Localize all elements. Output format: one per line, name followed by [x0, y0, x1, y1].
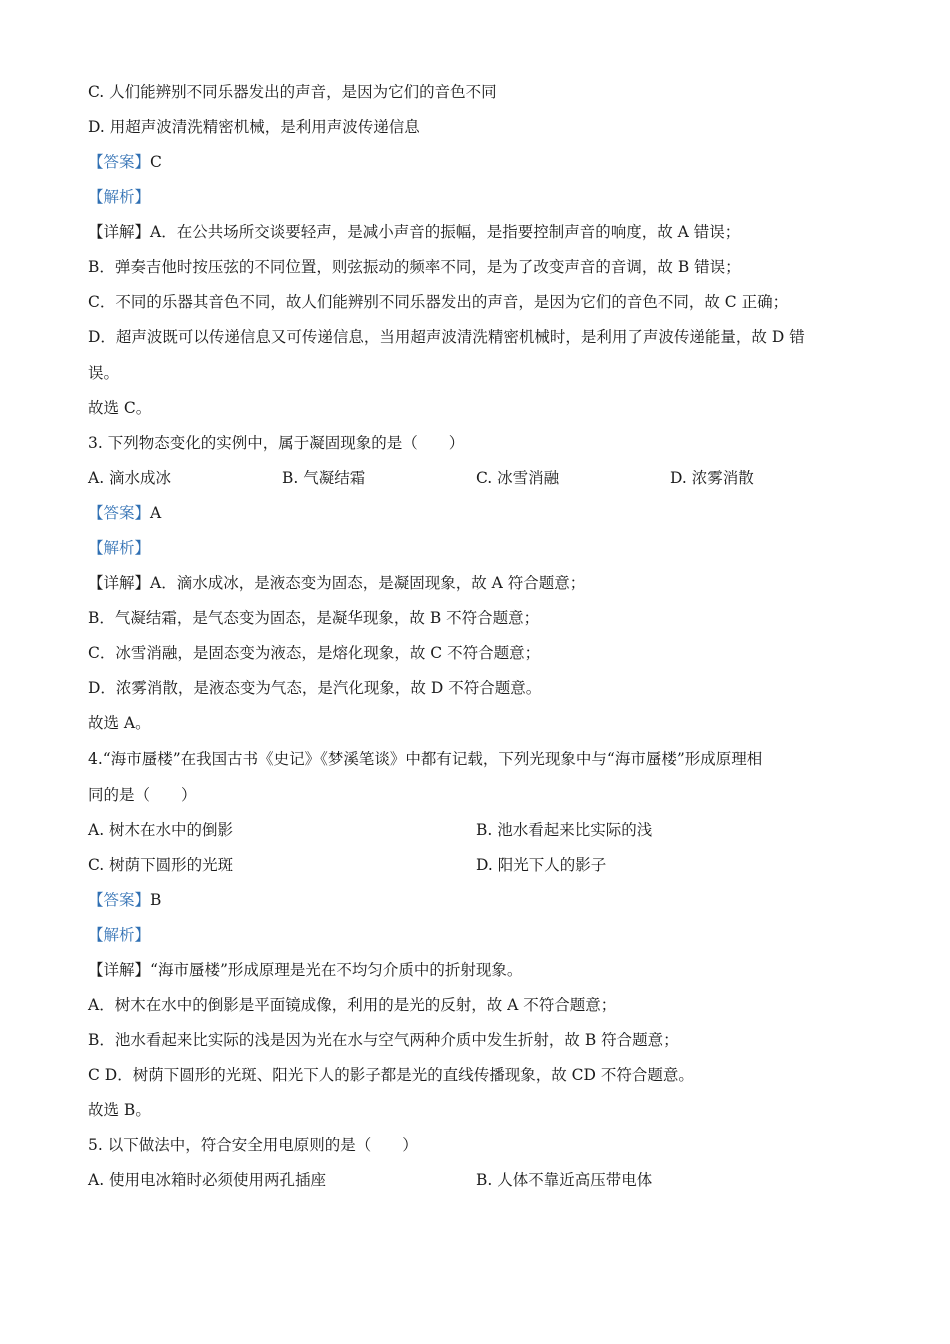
q4-detail-intro — [88, 959, 522, 981]
q3-option-b: B. 气凝结霜 — [282, 469, 366, 487]
q2-option-d: D. 用超声波清洗精密机械，是利用声波传递信息 — [88, 118, 420, 136]
answer-value: A — [150, 504, 162, 522]
q4-option-d: D. 阳光下人的影子 — [476, 856, 607, 874]
detail-text: A．滴水成冰，是液态变为固态，是凝固现象，故 A 符合题意； — [150, 574, 586, 592]
q2-answer — [88, 151, 162, 173]
q2-option-c: C. 人们能辨别不同乐器发出的声音，是因为它们的音色不同 — [88, 83, 497, 101]
q3-option-c: C. 冰雪消融 — [476, 469, 560, 487]
answer-tag: 【答案】 — [88, 153, 151, 171]
answer-value: C — [150, 153, 162, 171]
q3-detail-c: C．冰雪消融，是固态变为液态，是熔化现象，故 C 不符合题意； — [88, 644, 541, 662]
q4-stem-line2: 同的是（ ） — [88, 786, 197, 804]
q2-detail-d-line2: 误。 — [88, 364, 120, 382]
detail-tag: 【详解】 — [88, 574, 151, 592]
answer-tag: 【答案】 — [88, 891, 151, 909]
q3-option-a: A. 滴水成冰 — [88, 469, 172, 487]
q3-detail-b: B．气凝结霜，是气态变为固态，是凝华现象，故 B 不符合题意； — [88, 609, 540, 627]
answer-tag: 【答案】 — [88, 504, 151, 522]
q4-analysis-tag: 【解析】 — [88, 926, 151, 944]
answer-value: B — [150, 891, 162, 909]
q4-conclusion: 故选 B。 — [88, 1101, 151, 1119]
q4-detail-a: A．树木在水中的倒影是平面镜成像，利用的是光的反射，故 A 不符合题意； — [88, 996, 617, 1014]
q4-option-c: C. 树荫下圆形的光斑 — [88, 856, 234, 874]
q3-option-d: D. 浓雾消散 — [670, 469, 754, 487]
q3-detail-a — [88, 572, 585, 594]
q3-analysis-tag: 【解析】 — [88, 539, 151, 557]
q4-detail-cd: C D．树荫下圆形的光斑、阳光下人的影子都是光的直线传播现象，故 CD 不符合题意。 — [88, 1066, 694, 1084]
q4-option-b: B. 池水看起来比实际的浅 — [476, 821, 653, 839]
detail-text: A．在公共场所交谈要轻声，是减小声音的振幅，是指要控制声音的响度，故 A 错误； — [150, 223, 741, 241]
detail-tag: 【详解】 — [88, 223, 151, 241]
q2-detail-b: B．弹奏吉他时按压弦的不同位置，则弦振动的频率不同，是为了改变声音的音调，故 B 错误； — [88, 258, 741, 276]
q4-option-a: A. 树木在水中的倒影 — [88, 821, 234, 839]
q2-analysis-tag: 【解析】 — [88, 188, 151, 206]
q2-conclusion: 故选 C。 — [88, 399, 152, 417]
q2-detail-a — [88, 221, 740, 243]
q4-answer — [88, 889, 161, 911]
q5-option-b: B. 人体不靠近高压带电体 — [476, 1171, 653, 1189]
detail-tag: 【详解】 — [88, 961, 151, 979]
q2-detail-d-line1: D．超声波既可以传递信息又可传递信息，当用超声波清洗精密机械时，是利用了声波传递能量，故 D 错 — [88, 328, 805, 346]
q2-detail-c: C．不同的乐器其音色不同，故人们能辨别不同乐器发出的声音，是因为它们的音色不同，故 C 正确； — [88, 293, 789, 311]
q3-answer — [88, 502, 161, 524]
q5-stem: 5. 以下做法中，符合安全用电原则的是（ ） — [88, 1136, 418, 1154]
q4-stem-line1: 4.“海市蜃楼”在我国古书《史记》《梦溪笔谈》中都有记载，下列光现象中与“海市蜃楼”形成原理相 — [88, 750, 763, 768]
q4-detail-b: B．池水看起来比实际的浅是因为光在水与空气两种介质中发生折射，故 B 符合题意； — [88, 1031, 679, 1049]
q5-option-a: A. 使用电冰箱时必须使用两孔插座 — [88, 1171, 327, 1189]
q3-stem: 3. 下列物态变化的实例中，属于凝固现象的是（ ） — [88, 434, 465, 452]
q3-conclusion: 故选 A。 — [88, 714, 151, 732]
detail-text: “海市蜃楼”形成原理是光在不均匀介质中的折射现象。 — [150, 961, 523, 979]
q3-detail-d: D．浓雾消散，是液态变为气态，是汽化现象，故 D 不符合题意。 — [88, 679, 542, 697]
